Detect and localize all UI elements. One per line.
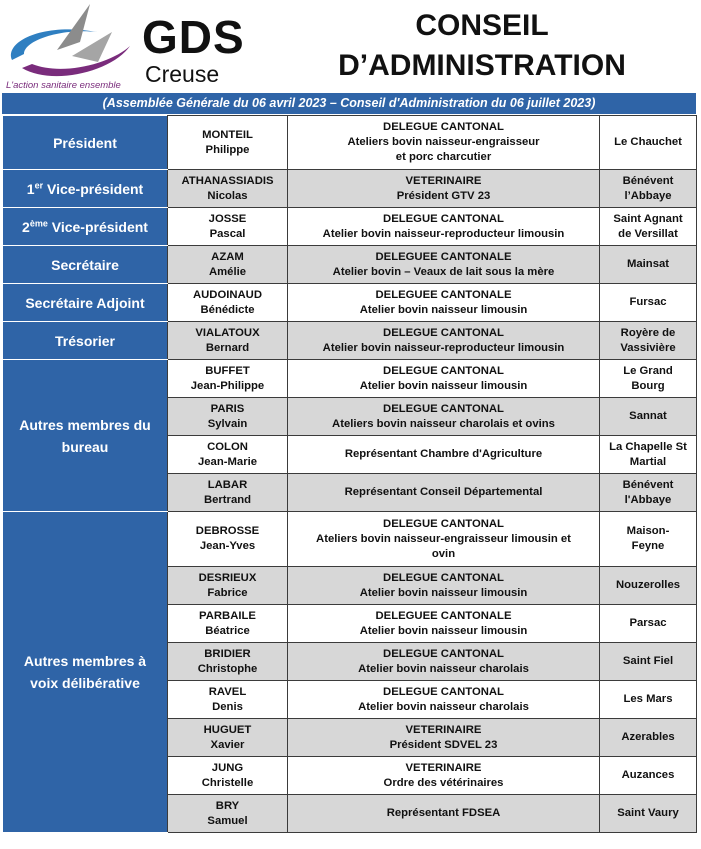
role-secretaire [3,246,168,284]
member-function: VETERINAIRE [405,761,482,774]
member-function: DELEGUE CANTONAL [383,685,504,698]
member-last-name: JOSSE [208,212,247,225]
member-location: Mainsat [626,258,670,270]
role-vice-president-2 [3,208,168,246]
member-last-name: HUGUET [203,723,252,736]
member-atelier: Ateliers bovin naisseur-engraisseur [347,136,540,148]
member-function: Représentant Conseil Départemental [344,486,543,498]
member-location: Les Mars [623,693,673,705]
role-autres-membres-voix [3,512,168,833]
member-location-cell [600,116,697,170]
member-name-cell [168,719,288,757]
member-location-cell [600,567,697,605]
member-description-cell [288,567,600,605]
role-label: Trésorier [55,332,115,349]
member-location-cell [600,436,697,474]
member-function: DELEGUE CANTONAL [383,326,504,339]
member-first-name: Béatrice [205,624,250,637]
role-label: Vice-président [43,180,144,197]
member-description-cell [288,757,600,795]
member-location-cont: de Versillat [618,227,678,240]
page-header [0,0,701,92]
member-row [3,170,697,208]
member-location-cont: Bourg [631,379,665,392]
member-last-name: PARIS [210,402,245,415]
logo-subname: Creuse [145,61,220,87]
member-name-cell [168,170,288,208]
member-location-cell [600,284,697,322]
member-name-cell [168,681,288,719]
member-location-cell [600,360,697,398]
member-first-name: Jean-Marie [197,455,258,468]
member-location: Nouzerolles [615,579,681,591]
member-location-cell [600,643,697,681]
member-atelier: Atelier bovin naisseur limousin [359,586,528,599]
member-first-name: Bertrand [203,493,252,506]
member-atelier: Atelier bovin naisseur limousin [359,624,528,637]
member-row [3,246,697,284]
member-location-cell [600,208,697,246]
member-function: VETERINAIRE [405,723,482,736]
member-location-cell [600,322,697,360]
member-description-cell [288,719,600,757]
member-location: Fursac [629,296,667,308]
member-location: Maison- [626,525,670,537]
member-function: DELEGUE CANTONAL [383,212,504,225]
page-title [300,2,664,90]
member-atelier: Atelier bovin naisseur limousin [359,303,528,316]
member-first-name: Fabrice [207,586,248,599]
member-row [3,284,697,322]
member-last-name: PARBAILE [199,609,256,622]
member-name-cell [168,757,288,795]
role-label-line-1: Autres membres à [23,653,147,669]
logo-name: GDS [142,11,245,63]
member-atelier: Atelier bovin naisseur charolais [358,700,529,713]
member-atelier: Président SDVEL 23 [389,738,498,751]
member-location-cell [600,512,697,567]
member-name-cell [168,567,288,605]
gds-logo [2,2,282,90]
member-function: DELEGUE CANTONAL [383,402,504,415]
member-last-name: COLON [207,440,248,453]
member-location-cell [600,681,697,719]
role-label-line-2: bureau [61,438,109,455]
role-num: 2 [22,218,30,235]
member-name-cell [168,436,288,474]
role-vice-president-1 [3,170,168,208]
member-location-cell [600,795,697,833]
member-name-cell [168,398,288,436]
member-name-cell [168,474,288,512]
member-name-cell [168,116,288,170]
member-last-name: BUFFET [205,364,250,377]
member-function: DELEGUE CANTONAL [383,121,504,133]
member-function: Représentant FDSEA [386,807,501,819]
member-description-cell [288,436,600,474]
member-name-cell [168,322,288,360]
member-location-cell [600,757,697,795]
member-last-name: MONTEIL [202,128,253,141]
member-description-cell [288,246,600,284]
member-atelier: Ordre des vétérinaires [383,776,504,789]
member-description-cell [288,795,600,833]
member-description-cell [288,284,600,322]
member-atelier-cont: ovin [431,547,456,560]
member-name-cell [168,284,288,322]
member-location: Bénévent [622,174,674,187]
member-description-cell [288,643,600,681]
member-description-cell [288,605,600,643]
member-function: DELEGUEE CANTONALE [375,250,512,263]
member-first-name: Pascal [209,227,246,240]
member-atelier: Atelier bovin naisseur-reproducteur limousin [322,227,565,240]
member-last-name: RAVEL [208,685,247,698]
member-location: Azerables [621,731,675,743]
member-atelier: Atelier bovin – Veaux de lait sous la mère [332,265,555,278]
member-name-cell [168,605,288,643]
member-atelier: Ateliers bovin naisseur-engraisseur limousin et [316,532,571,545]
member-last-name: JUNG [211,761,244,774]
member-location-cell [600,246,697,284]
member-function: DELEGUE CANTONAL [383,364,504,377]
role-label: Vice-président [47,218,148,235]
member-name-cell [168,246,288,284]
member-first-name: Jean-Yves [199,540,256,552]
role-autres-membres-bureau [3,360,168,512]
role-president [3,116,168,170]
member-first-name: Denis [212,700,243,713]
member-first-name: Sylvain [207,417,248,430]
member-location: Parsac [629,617,667,629]
member-location: Le Chauchet [614,136,682,148]
member-function: DELEGUE CANTONAL [383,647,504,660]
logo-tagline: L'action sanitaire ensemble [6,80,121,91]
member-last-name: DESRIEUX [198,571,257,584]
member-name-cell [168,512,288,567]
member-first-name: Xavier [210,738,245,751]
member-location-cont: l’Abbaye [624,189,672,202]
member-name-cell [168,643,288,681]
member-location: Saint Vaury [617,807,679,819]
member-row [3,360,697,398]
member-location-cell [600,170,697,208]
member-function: DELEGUE CANTONAL [383,517,504,530]
member-description-cell [288,170,600,208]
member-first-name: Amélie [208,265,247,278]
member-last-name: DEBROSSE [195,525,260,537]
member-location-cell [600,719,697,757]
logo-swoosh-icon [2,2,142,82]
member-location: Auzances [621,769,675,781]
member-last-name: AUDOINAUD [192,288,263,301]
role-sup: er [34,179,44,190]
member-name-cell [168,795,288,833]
role-secretaire-adjoint [3,284,168,322]
member-first-name: Christelle [201,776,254,789]
member-name-cell [168,208,288,246]
role-sup: ème [29,217,48,228]
member-last-name: BRIDIER [204,647,251,660]
member-function: DELEGUE CANTONAL [383,571,504,584]
member-last-name: VIALATOUX [195,326,260,339]
member-atelier: Atelier bovin naisseur-reproducteur limousin [322,341,565,354]
member-description-cell [288,116,600,170]
meeting-subtitle: (Assemblée Générale du 06 avril 2023 – Conseil d'Administration du 06 juillet 2023) [2,93,696,114]
member-function: DELEGUEE CANTONALE [375,288,512,301]
member-name-cell [168,360,288,398]
member-location: Bénévent [622,478,674,491]
member-location: Le Grand [623,364,673,377]
member-location-cell [600,398,697,436]
role-tresorier [3,322,168,360]
role-label: Secrétaire [51,256,119,273]
role-label: Président [53,134,117,151]
role-label-line-1: Autres membres du [19,416,151,433]
member-location-cont: Vassivière [620,341,676,354]
member-last-name: LABAR [207,478,248,491]
member-location: Sannat [629,410,667,422]
member-first-name: Nicolas [207,189,248,202]
member-atelier-cont: et porc charcutier [395,151,492,163]
board-table [2,115,697,833]
member-description-cell [288,474,600,512]
member-atelier: Atelier bovin naisseur charolais [358,662,529,675]
member-location-cell [600,605,697,643]
member-last-name: AZAM [211,250,244,263]
member-row [3,116,697,170]
member-location-cell [600,474,697,512]
member-description-cell [288,681,600,719]
member-first-name: Christophe [197,662,258,675]
role-num: 1 [26,180,35,197]
member-atelier: Ateliers bovin naisseur charolais et ovins [332,417,555,430]
member-description-cell [288,208,600,246]
member-row [3,322,697,360]
title-line-2: D’ADMINISTRATION [338,49,626,82]
role-label: Secrétaire Adjoint [25,294,145,311]
member-last-name: BRY [215,799,240,812]
member-atelier: Atelier bovin naisseur limousin [359,379,528,392]
member-first-name: Samuel [207,814,248,827]
member-function: DELEGUEE CANTONALE [375,609,512,622]
member-first-name: Bernard [205,341,250,354]
member-location: Royère de [620,326,676,339]
member-description-cell [288,360,600,398]
member-location-cont: Feyne [631,540,665,552]
member-row [3,512,697,567]
member-description-cell [288,322,600,360]
member-last-name: ATHANASSIADIS [181,174,274,187]
member-first-name: Philippe [205,143,250,156]
member-location: Saint Fiel [622,655,674,667]
member-first-name: Jean-Philippe [190,379,265,392]
member-atelier: Président GTV 23 [396,189,491,202]
member-location: La Chapelle St [609,440,687,453]
title-line-1: CONSEIL [415,9,549,42]
member-location: Saint Agnant [613,212,683,225]
member-description-cell [288,398,600,436]
member-first-name: Bénédicte [200,303,255,316]
member-location-cont: l'Abbaye [624,493,672,506]
member-location-cont: Martial [629,455,667,468]
member-function: Représentant Chambre d'Agriculture [344,448,543,460]
member-row [3,208,697,246]
member-description-cell [288,512,600,567]
member-function: VETERINAIRE [405,174,482,187]
role-label-line-2: voix délibérative [30,675,140,691]
